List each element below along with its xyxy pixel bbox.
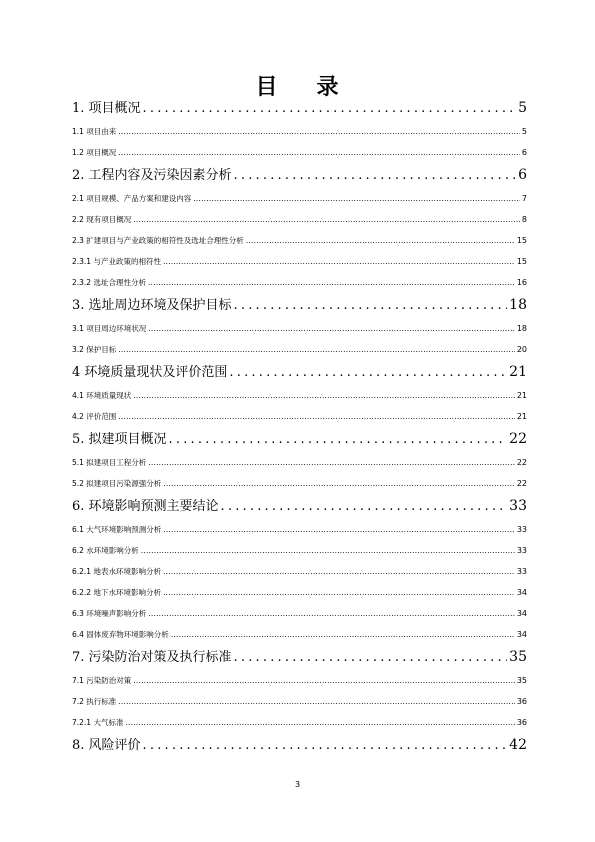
toc-chapter-entry[interactable] [72,293,527,318]
toc-entry-label: 1.2 项目概况 [72,148,117,157]
table-of-contents [72,96,527,758]
toc-leader-dots [169,427,508,452]
toc-chapter-entry[interactable] [72,427,527,452]
toc-entry-page: 42 [509,737,527,753]
toc-entry-page: 33 [516,567,527,576]
toc-entry-page: 15 [516,257,527,266]
toc-entry-page: 18 [516,324,527,333]
toc-entry-label: 7.2 执行标准 [72,697,117,706]
toc-leader-dots [148,603,515,624]
toc-entry-page: 21 [516,391,527,400]
toc-leader-dots [118,406,515,427]
toc-entry-page: 33 [516,546,527,555]
toc-section-entry[interactable] [72,624,527,645]
toc-entry-page: 8 [521,215,527,224]
toc-entry-page: 33 [516,525,527,534]
toc-leader-dots [163,251,515,272]
toc-entry-page: 6 [521,148,527,157]
toc-section-entry[interactable] [72,603,527,624]
toc-leader-dots [163,561,515,582]
toc-entry-label: 6.3 环境噪声影响分析 [72,609,147,618]
toc-leader-dots [163,473,515,494]
toc-chapter-entry[interactable] [72,360,527,385]
toc-section-entry[interactable] [72,712,527,733]
toc-chapter-entry[interactable] [72,645,527,670]
toc-entry-label: 6.1 大气环境影响预测分析 [72,525,162,534]
toc-entry-label: 7.1 污染防治对策 [72,676,132,685]
toc-entry-page: 18 [509,297,527,313]
toc-entry-page: 35 [516,676,527,685]
toc-entry-page: 7 [521,194,527,203]
toc-entry-page: 34 [516,588,527,597]
toc-section-entry[interactable] [72,385,527,406]
toc-entry-page: 15 [516,236,527,245]
toc-section-entry[interactable] [72,691,527,712]
toc-entry-page: 5 [521,127,527,136]
toc-leader-dots [143,96,517,121]
toc-entry-label: 2. 工程内容及污染因素分析 [72,168,232,183]
toc-entry-label: 4.2 评价范围 [72,412,117,421]
toc-section-entry[interactable] [72,188,527,209]
toc-entry-label: 2.3 扩建项目与产业政策的相符性及选址合理性分析 [72,236,244,245]
toc-entry-label: 6.2 水环境影响分析 [72,546,139,555]
toc-section-entry[interactable] [72,519,527,540]
toc-chapter-entry[interactable] [72,163,527,188]
toc-leader-dots [133,670,515,691]
toc-leader-dots [171,624,515,645]
toc-section-entry[interactable] [72,406,527,427]
toc-entry-label: 2.2 现有项目概况 [72,215,132,224]
toc-entry-label: 3.1 项目周边环境状况 [72,324,147,333]
toc-leader-dots [125,712,514,733]
toc-entry-label: 5. 拟建项目概况 [72,432,167,447]
toc-section-entry[interactable] [72,540,527,561]
toc-leader-dots [246,230,515,251]
page-number: 3 [294,780,301,789]
toc-entry-page: 5 [518,100,527,116]
toc-leader-dots [148,452,515,473]
toc-entry-label: 7. 污染防治对策及执行标准 [72,650,232,665]
toc-leader-dots [133,385,515,406]
toc-section-entry[interactable] [72,121,527,142]
toc-title-part2: 录 [316,74,340,100]
toc-entry-label: 6. 环境影响预测主要结论 [72,499,219,514]
toc-leader-dots [234,645,508,670]
toc-entry-page: 35 [509,649,527,665]
toc-entry-page: 20 [516,345,527,354]
toc-entry-page: 22 [509,431,527,447]
toc-leader-dots [118,691,515,712]
toc-section-entry[interactable] [72,670,527,691]
toc-entry-label: 2.3.2 选址合理性分析 [72,278,146,287]
toc-entry-page: 21 [509,364,527,380]
toc-entry-label: 6.2.1 地表水环境影响分析 [72,567,161,576]
toc-entry-label: 1.1 项目由来 [72,127,117,136]
toc-section-entry[interactable] [72,251,527,272]
toc-entry-page: 6 [518,167,527,183]
toc-section-entry[interactable] [72,230,527,251]
toc-section-entry[interactable] [72,209,527,230]
toc-section-entry[interactable] [72,318,527,339]
toc-leader-dots [133,209,520,230]
toc-leader-dots [234,293,508,318]
toc-leader-dots [118,142,520,163]
toc-leader-dots [163,582,515,603]
toc-leader-dots [163,519,515,540]
toc-leader-dots [148,272,515,293]
toc-entry-label: 2.3.1 与产业政策的相符性 [72,257,161,266]
toc-leader-dots [234,163,517,188]
toc-chapter-entry[interactable] [72,733,527,758]
toc-entry-page: 36 [516,718,527,727]
toc-section-entry[interactable] [72,452,527,473]
toc-entry-label: 5.1 拟建项目工程分析 [72,458,147,467]
toc-entry-page: 21 [516,412,527,421]
toc-entry-label: 3.2 保护目标 [72,345,117,354]
toc-section-entry[interactable] [72,272,527,293]
toc-section-entry[interactable] [72,142,527,163]
toc-entry-label: 8. 风险评价 [72,738,141,753]
toc-entry-label: 5.2 拟建项目污染源强分析 [72,479,162,488]
toc-leader-dots [143,733,508,758]
toc-entry-label: 2.1 项目规模、产品方案和建设内容 [72,194,192,203]
toc-leader-dots [148,318,515,339]
toc-leader-dots [141,540,515,561]
toc-entry-page: 16 [516,278,527,287]
toc-section-entry[interactable] [72,339,527,360]
toc-entry-label: 6.4 固体废弃物环境影响分析 [72,630,169,639]
toc-entry-page: 34 [516,630,527,639]
toc-entry-label: 4 环境质量现状及评价范围 [72,365,228,380]
toc-entry-label: 3. 选址周边环境及保护目标 [72,298,232,313]
toc-entry-page: 34 [516,609,527,618]
toc-leader-dots [229,360,507,385]
toc-section-entry[interactable] [72,561,527,582]
toc-entry-page: 33 [509,498,527,514]
toc-leader-dots [193,188,520,209]
toc-leader-dots [118,339,515,360]
toc-entry-label: 7.2.1 大气标准 [72,718,124,727]
toc-leader-dots [118,121,520,142]
toc-entry-label: 6.2.2 地下水环境影响分析 [72,588,161,597]
toc-chapter-entry[interactable] [72,96,527,121]
toc-chapter-entry[interactable] [72,494,527,519]
toc-entry-page: 22 [516,479,527,488]
toc-section-entry[interactable] [72,582,527,603]
toc-section-entry[interactable] [72,473,527,494]
toc-title-part1: 目 [255,74,279,100]
toc-entry-label: 1. 项目概况 [72,101,141,116]
toc-entry-page: 22 [516,458,527,467]
toc-entry-page: 36 [516,697,527,706]
toc-leader-dots [221,494,508,519]
toc-entry-label: 4.1 环境质量现状 [72,391,132,400]
